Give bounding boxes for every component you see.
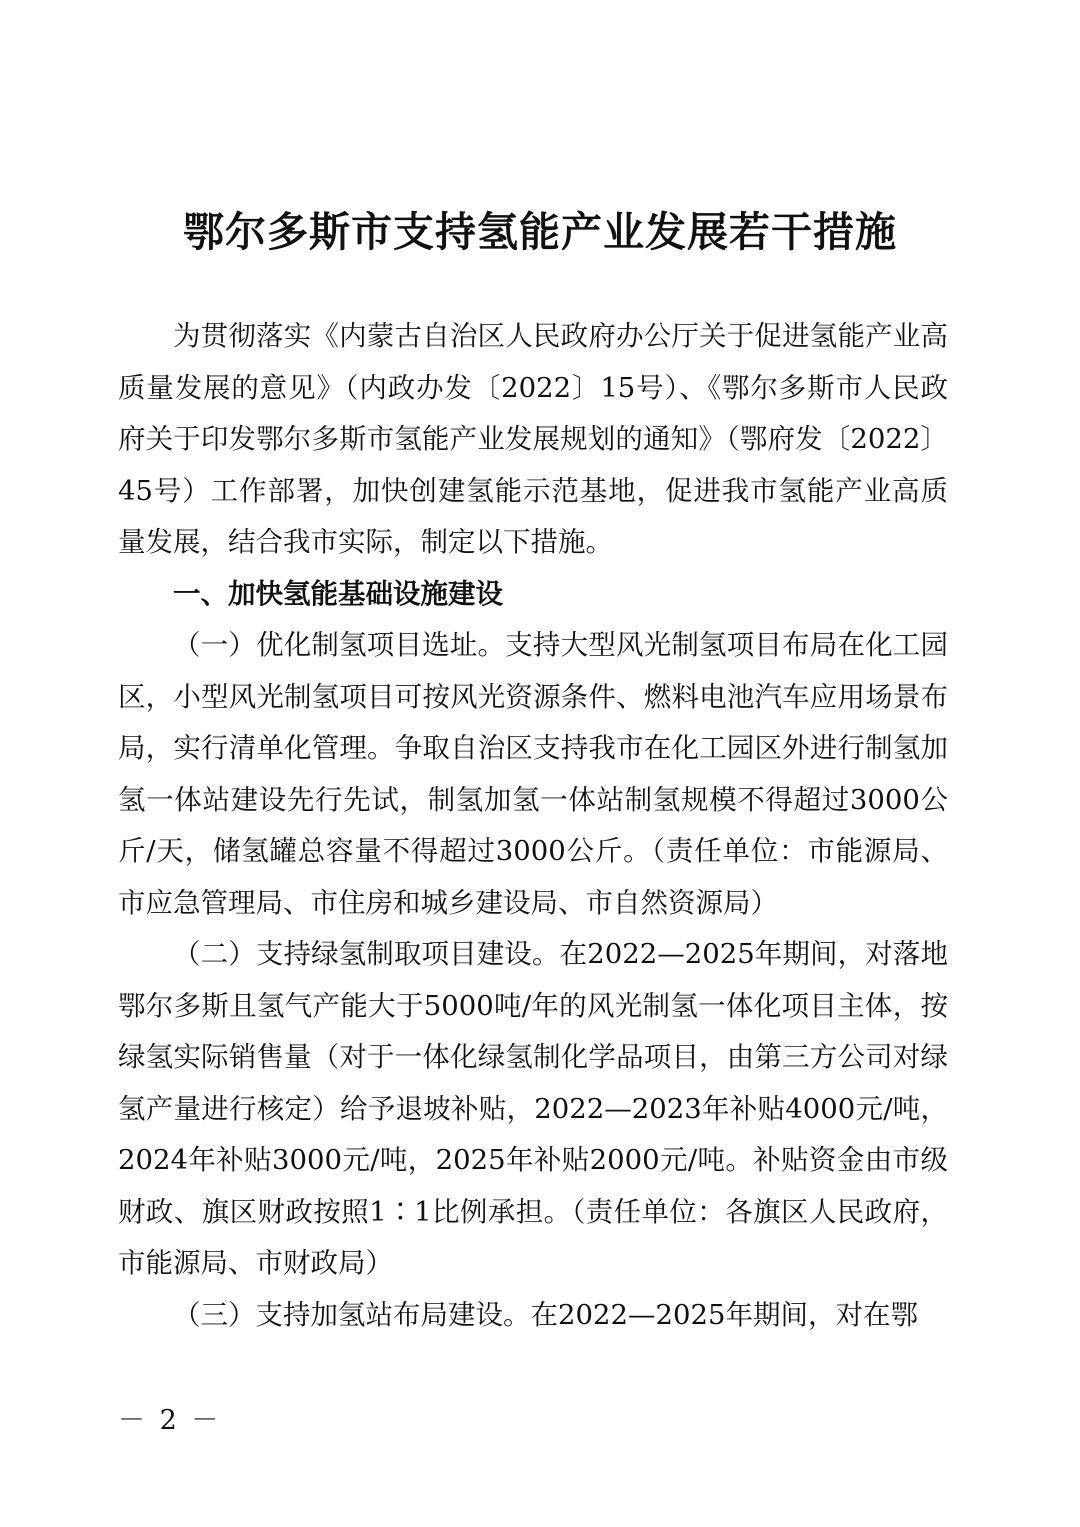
- document-title: 鄂尔多斯市支持氢能产业发展若干措施: [183, 208, 897, 256]
- document-body: [118, 311, 948, 1341]
- page-number: － 2 －: [118, 1405, 222, 1436]
- section-heading: 一、加快氢能基础设施建设: [173, 577, 503, 610]
- measure-paragraph-3: （三）支持加氢站布局建设。在2022—2025年期间，对在鄂: [173, 1298, 918, 1331]
- measure-paragraph-1: （一）优化制氢项目选址。支持大型风光制氢项目布局在化工园区，小型风光制氢项目可按风光资源条件、燃料电池汽车应用场景布局，实行清单化管理。争取自治区支持我市在化工园区外进行制氢加氢一体站建设先行先试，制氢加氢一体站制氢规模不得超过3000公斤/天，储氢罐总容量不得超过3000公斤。（责任单位：市能源局、市应急管理局、市住房和城乡建设局、市自然资源局）: [118, 629, 948, 919]
- measure-paragraph-2: （二）支持绿氢制取项目建设。在2022—2025年期间，对落地鄂尔多斯且氢气产能大于5000吨/年的风光制氢一体化项目主体，按绿氢实际销售量（对于一体化绿氢制化学品项目，由第三方公司对绿氢产量进行核定）给予退坡补贴，2022—2023年补贴4000元/吨，2024年补贴3000元/吨，2025年补贴2000元/吨。补贴资金由市级财政、旗区财政按照1∶1比例承担。（责任单位：各旗区人民政府，市能源局、市财政局）: [118, 938, 948, 1279]
- intro-paragraph: 为贯彻落实《内蒙古自治区人民政府办公厅关于促进氢能产业高质量发展的意见》（内政办发〔2022〕15号）、《鄂尔多斯市人民政府关于印发鄂尔多斯市氢能产业发展规划的通知》（鄂府发〔2022〕45号）工作部署，加快创建氢能示范基地，促进我市氢能产业高质量发展，结合我市实际，制定以下措施。: [118, 320, 948, 558]
